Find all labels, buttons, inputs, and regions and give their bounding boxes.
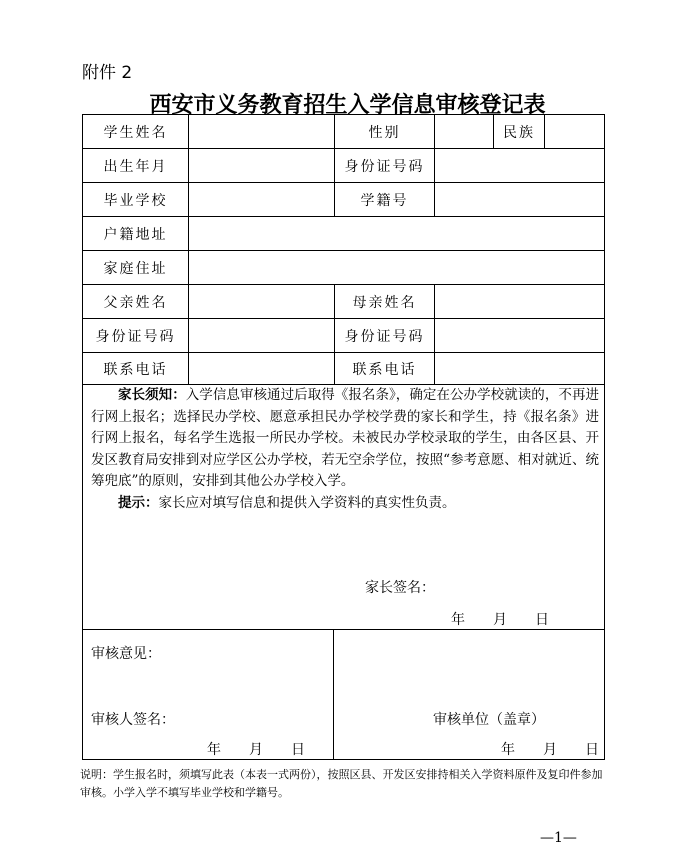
ethnicity-field[interactable] xyxy=(545,115,604,148)
parent-notice-text: 入学信息审核通过后取得《报名条》，确定在公办学校就读的，不再进行网上报名；选择民办学校、愿意承担民办学校学费的家长和学生，持《报名条》进行网上报名，每名学生选报一所民办学校。未被民办学校录取的学生，由各区县、开发区教育局安排到对应学区公办学校，若无空余学位，按照“参考意愿、相对就近、统筹兜底”的原则，安排到其他公办学校入学。 xyxy=(91,387,599,489)
review-unit-label: 审核单位（盖章） xyxy=(433,712,545,728)
form-title: 西安市义务教育招生入学信息审核登记表 xyxy=(149,93,546,118)
father-phone-field[interactable] xyxy=(189,353,334,384)
birth-date-field[interactable] xyxy=(189,149,334,182)
reviewer-date-month: 月 xyxy=(249,742,263,758)
parent-notice-label: 家长须知： xyxy=(118,387,186,403)
ethnicity-label: 民族 xyxy=(503,124,535,141)
unit-date-year: 年 xyxy=(501,742,515,758)
home-address-field[interactable] xyxy=(189,251,604,284)
mother-id-field[interactable] xyxy=(435,319,604,352)
student-name-field[interactable] xyxy=(189,115,334,148)
gender-label: 性别 xyxy=(368,124,401,141)
review-opinion-label: 审核意见： xyxy=(91,646,161,662)
reviewer-date-day: 日 xyxy=(291,742,305,758)
attachment-label: 附件 2 xyxy=(82,63,133,83)
reviewer-signature-label: 审核人签名： xyxy=(91,712,175,728)
home-address-label: 家庭住址 xyxy=(103,260,168,277)
parent-date-day: 日 xyxy=(535,612,549,628)
father-phone-label: 联系电话 xyxy=(103,361,168,378)
student-number-field[interactable] xyxy=(435,183,604,216)
household-address-label: 户籍地址 xyxy=(103,226,168,243)
graduated-school-label: 毕业学校 xyxy=(103,192,168,209)
student-number-label: 学籍号 xyxy=(360,192,409,209)
father-id-label: 身份证号码 xyxy=(95,328,176,345)
mother-name-label: 母亲姓名 xyxy=(352,294,417,311)
father-name-label: 父亲姓名 xyxy=(103,294,168,311)
mother-id-label: 身份证号码 xyxy=(344,328,425,345)
student-id-field[interactable] xyxy=(435,149,604,182)
page-number: —1— xyxy=(540,830,577,846)
student-name-label: 学生姓名 xyxy=(103,124,168,141)
unit-date-day: 日 xyxy=(585,742,599,758)
student-id-label: 身份证号码 xyxy=(344,158,425,175)
gender-field[interactable] xyxy=(435,115,493,148)
father-id-field[interactable] xyxy=(189,319,334,352)
parent-notice xyxy=(91,385,599,514)
reviewer-date-year: 年 xyxy=(207,742,221,758)
registration-form xyxy=(82,114,605,760)
tip-label: 提示： xyxy=(118,494,159,511)
parent-signature-label: 家长签名： xyxy=(365,580,435,596)
household-address-field[interactable] xyxy=(189,217,604,250)
father-name-field[interactable] xyxy=(189,285,334,318)
birth-date-label: 出生年月 xyxy=(103,158,168,175)
parent-date-year: 年 xyxy=(451,612,465,628)
graduated-school-field[interactable] xyxy=(189,183,334,216)
tip-text: 家长应对填写信息和提供入学资料的真实性负责。 xyxy=(158,494,456,511)
footnote: 说明：学生报名时，须填写此表（本表一式两份），按照区县、开发区安排持相关入学资料原件及复印件参加审核。小学入学不填写毕业学校和学籍号。 xyxy=(80,768,603,799)
mother-phone-field[interactable] xyxy=(435,353,604,384)
parent-date-month: 月 xyxy=(493,612,507,628)
mother-name-field[interactable] xyxy=(435,285,604,318)
mother-phone-label: 联系电话 xyxy=(352,361,417,378)
unit-date-month: 月 xyxy=(543,742,557,758)
